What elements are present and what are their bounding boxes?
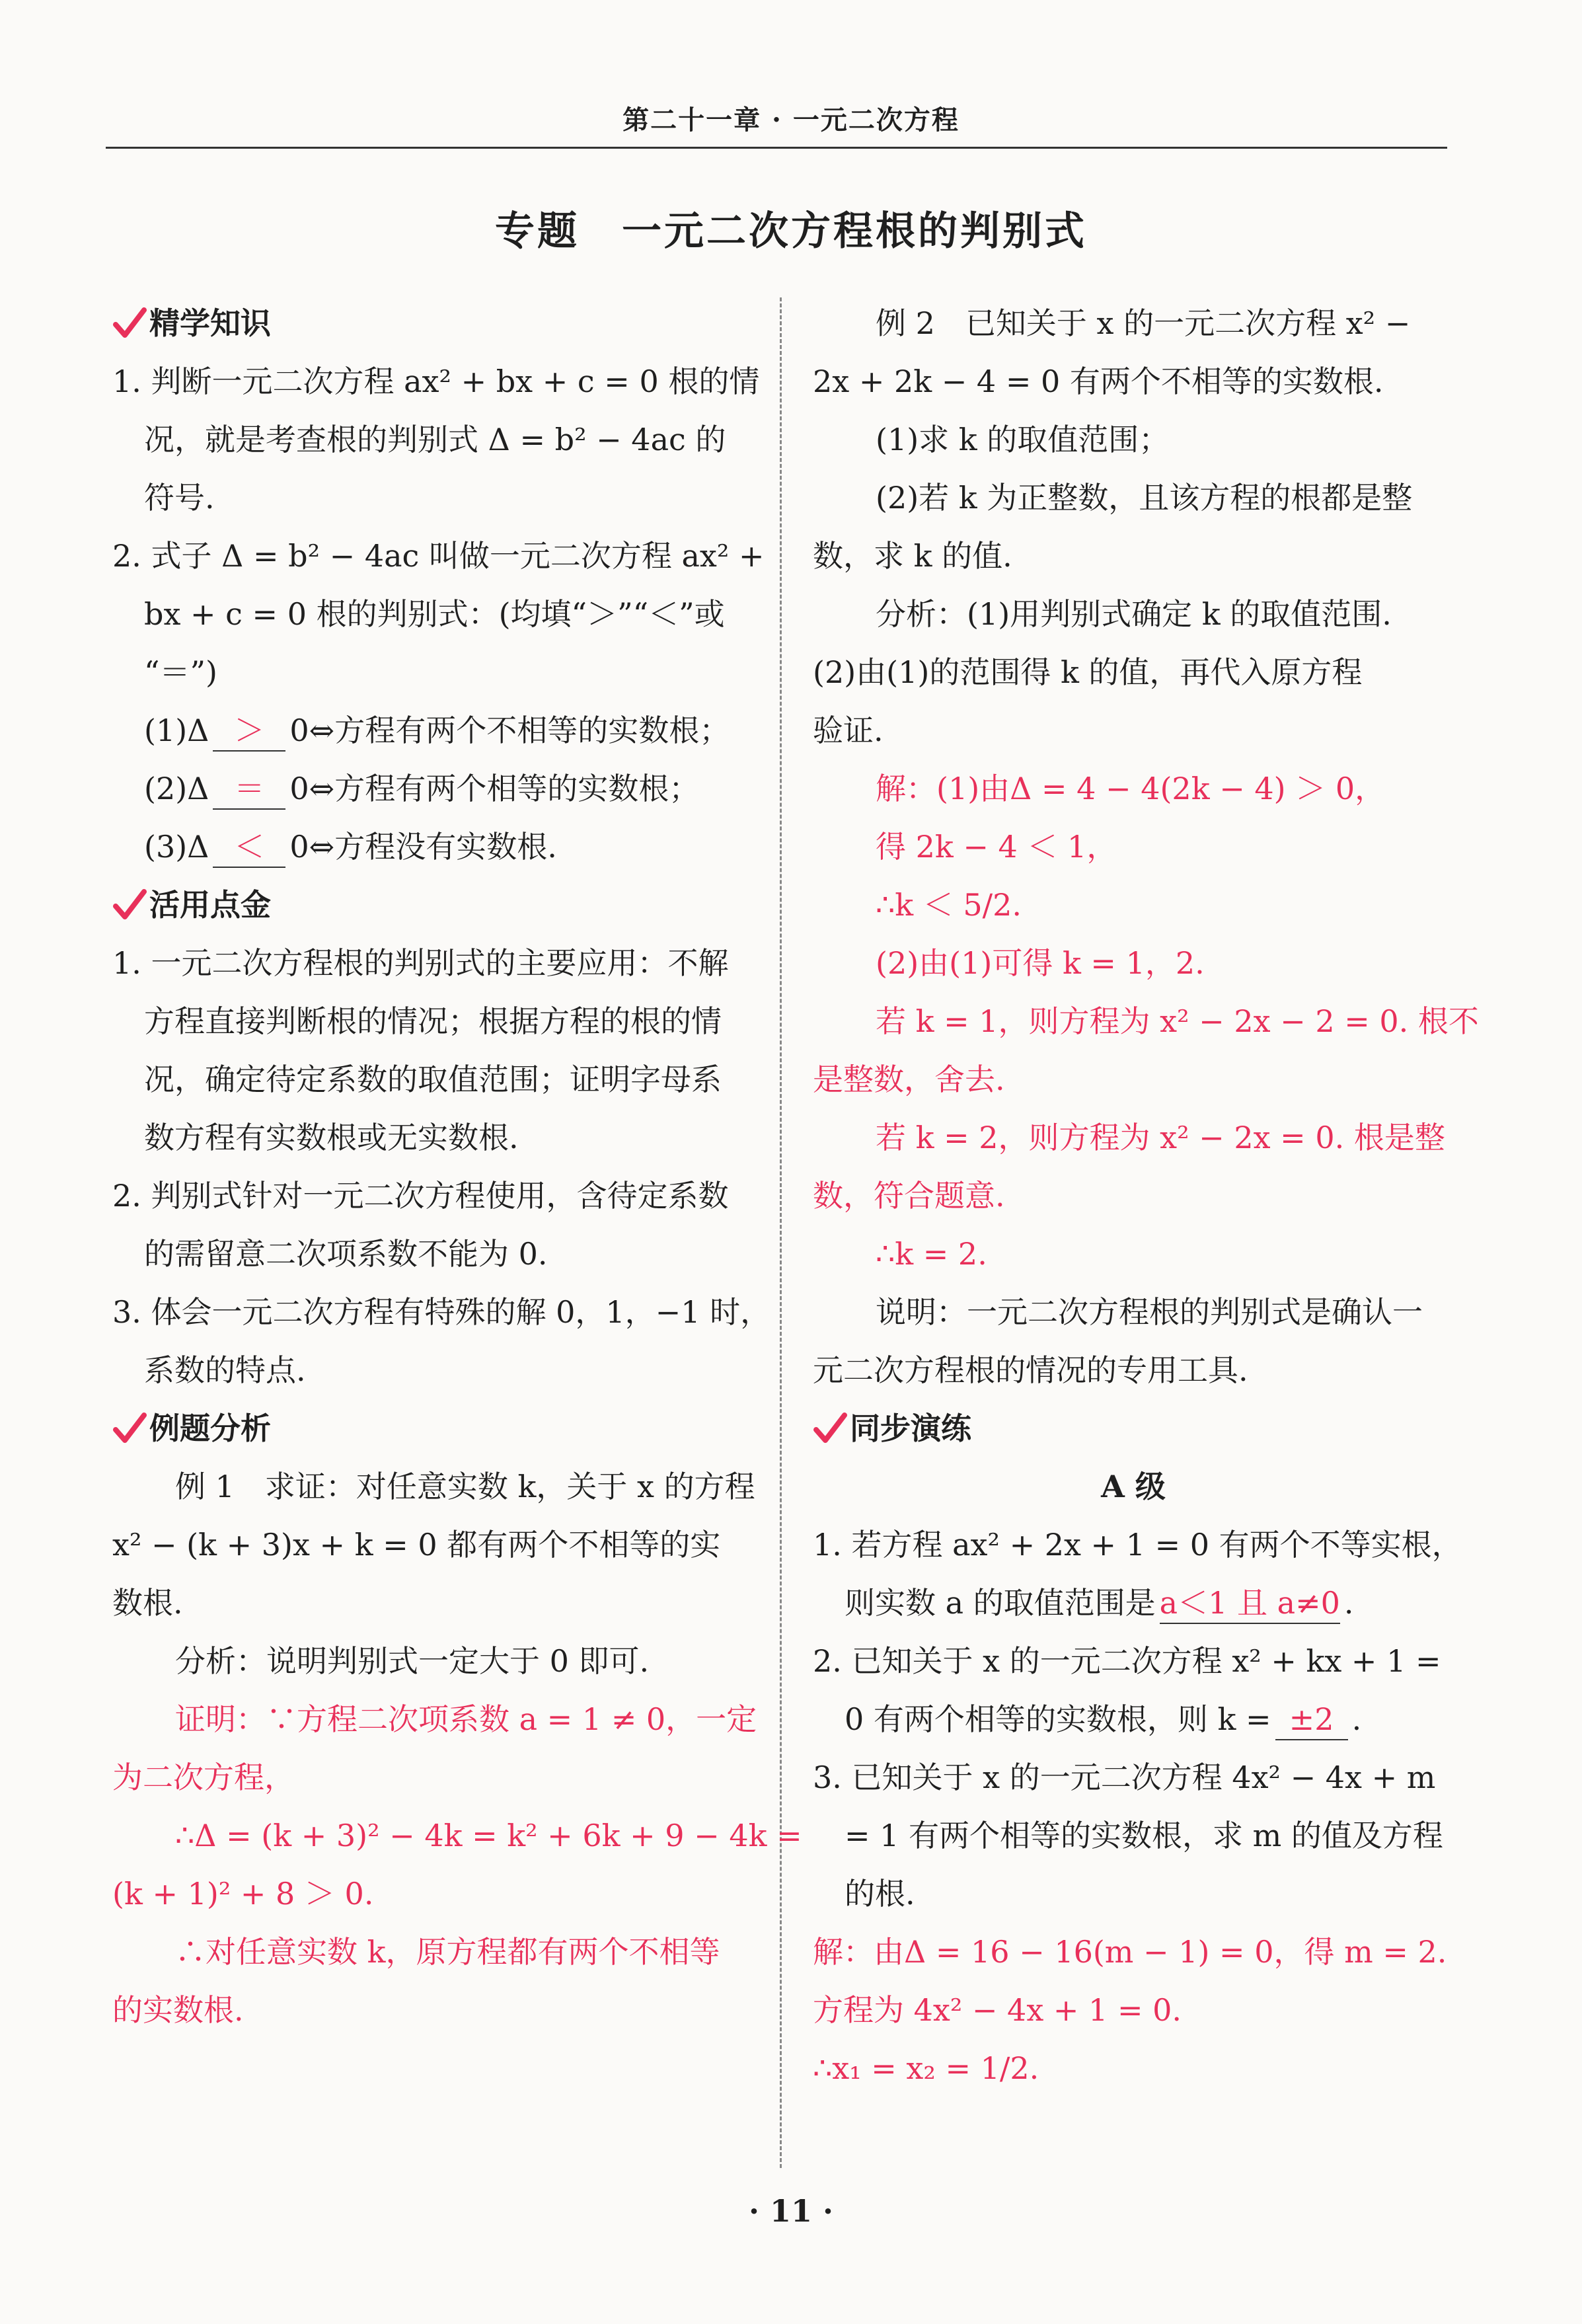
text-line: 方程直接判断根的情况；根据方程的根的情 <box>144 1003 722 1039</box>
question-text: (2)Δ <box>144 771 209 806</box>
fill-in-line <box>112 759 753 818</box>
text-line: 符号. <box>144 480 215 516</box>
text-line: 说明：一元二次方程根的判别式是确认一 <box>876 1294 1423 1330</box>
checkmark-icon <box>813 1411 847 1446</box>
text-line: 2x + 2k − 4 = 0 有两个不相等的实数根. <box>813 364 1384 399</box>
answer-blank: a＜1 且 a≠0 <box>1160 1583 1340 1624</box>
text-line: 2. 已知关于 x 的一元二次方程 x² + kx + 1 = <box>813 1643 1441 1679</box>
answer-blank: ＝ <box>213 769 285 810</box>
text-line: A 级 <box>1101 1469 1166 1504</box>
page-title: 专题 一元二次方程根的判别式 <box>495 208 1087 254</box>
answer-line: 方程为 4x² − 4x + 1 = 0. <box>813 1992 1182 2028</box>
answer-line: 得 2k − 4 ＜ 1， <box>876 829 1117 865</box>
answer-line: 为二次方程， <box>112 1760 295 1795</box>
question-text: 0⇔方程有两个相等的实数根； <box>289 771 700 806</box>
question-text: 0 有两个相等的实数根，则 k = <box>845 1701 1271 1737</box>
answer-line: 的实数根. <box>112 1992 244 2028</box>
answer-line: (k + 1)² + 8 ＞ 0. <box>112 1876 374 1912</box>
answer-blank: ＞ <box>213 711 285 752</box>
text-line: 数方程有实数根或无实数根. <box>144 1120 519 1155</box>
text-line: 元二次方程根的情况的专用工具. <box>813 1352 1248 1388</box>
section-heading-text: 活用点金 <box>149 887 271 923</box>
text-line: 分析：(1)用判别式确定 k 的取值范围. <box>876 596 1392 632</box>
fill-in-line <box>112 701 753 759</box>
text-line: x² − (k + 3)x + k = 0 都有两个不相等的实 <box>112 1527 721 1563</box>
fill-in-line <box>112 818 753 876</box>
text-line: 的需留意二次项系数不能为 0. <box>144 1236 548 1272</box>
section-heading-text: 例题分析 <box>149 1411 271 1446</box>
checkmark-icon <box>112 306 147 340</box>
text-line: (2)由(1)的范围得 k 的值，再代入原方程 <box>813 654 1363 690</box>
text-line: 况，确定待定系数的取值范围；证明字母系 <box>144 1062 722 1097</box>
text-line: 分析：说明判别式一定大于 0 即可. <box>175 1643 650 1679</box>
text-line: 2. 式子 Δ = b² − 4ac 叫做一元二次方程 ax² + <box>112 538 765 574</box>
section-heading <box>813 1399 1454 1457</box>
question-text: . <box>1343 1585 1354 1621</box>
text-line: 1. 一元二次方程根的判别式的主要应用：不解 <box>112 945 729 981</box>
fill-in-line <box>813 1574 1454 1632</box>
answer-line: ∴对任意实数 k，原方程都有两个不相等 <box>175 1934 720 1970</box>
checkmark-icon <box>112 888 147 922</box>
answer-line: 若 k = 2，则方程为 x² − 2x = 0. 根是整 <box>876 1120 1445 1155</box>
page-number: · 11 · <box>748 2193 834 2229</box>
text-line: 1. 判断一元二次方程 ax² + bx + c = 0 根的情 <box>112 364 760 399</box>
text-line: 况，就是考查根的判别式 Δ = b² − 4ac 的 <box>144 422 726 457</box>
question-text: (1)Δ <box>144 713 209 748</box>
answer-blank: ＜ <box>213 827 285 868</box>
text-line: bx + c = 0 根的判别式：(均填“＞”“＜”或 <box>144 596 725 632</box>
text-line: 数根. <box>112 1585 183 1621</box>
answer-line: 若 k = 1，则方程为 x² − 2x − 2 = 0. 根不 <box>876 1003 1479 1039</box>
answer-line: 解：(1)由Δ = 4 − 4(2k − 4) ＞ 0， <box>876 771 1386 806</box>
text-line: “＝”) <box>144 654 217 690</box>
text-line: 3. 已知关于 x 的一元二次方程 4x² − 4x + m <box>813 1760 1436 1795</box>
fill-in-line <box>813 1690 1454 1748</box>
section-heading <box>112 1399 753 1457</box>
answer-line: ∴x₁ = x₂ = 1/2. <box>813 2050 1039 2086</box>
section-heading <box>112 876 753 934</box>
text-line: 3. 体会一元二次方程有特殊的解 0，1，−1 时， <box>112 1294 771 1330</box>
question-text: . <box>1351 1701 1362 1737</box>
right-column <box>813 294 1479 2097</box>
answer-line: ∴k = 2. <box>876 1236 987 1272</box>
section-heading-text: 精学知识 <box>149 305 271 341</box>
answer-line: 解：由Δ = 16 − 16(m − 1) = 0，得 m = 2. <box>813 1934 1447 1970</box>
chapter-header: 第二十一章 · 一元二次方程 <box>622 104 960 136</box>
question-text: 则实数 a 的取值范围是 <box>845 1585 1156 1621</box>
text-line: = 1 有两个相等的实数根，求 m 的值及方程 <box>845 1818 1443 1853</box>
left-column <box>112 294 802 2039</box>
answer-line: (2)由(1)可得 k = 1，2. <box>876 945 1205 981</box>
text-line: 的根. <box>845 1876 915 1912</box>
section-heading-text: 同步演练 <box>850 1411 971 1446</box>
answer-line: 是整数，舍去. <box>813 1062 1005 1097</box>
text-line: 1. 若方程 ax² + 2x + 1 = 0 有两个不等实根， <box>813 1527 1462 1563</box>
column-divider <box>780 297 782 2168</box>
question-text: (3)Δ <box>144 829 209 865</box>
checkmark-icon <box>112 1411 147 1446</box>
section-heading <box>112 294 753 352</box>
question-text: 0⇔方程有两个不相等的实数根； <box>289 713 730 748</box>
text-line: 2. 判别式针对一元二次方程使用，含待定系数 <box>112 1178 729 1214</box>
header-rule <box>106 147 1447 149</box>
text-line: 例 2 已知关于 x 的一元二次方程 x² − <box>876 305 1411 341</box>
question-text: 0⇔方程没有实数根. <box>289 829 557 865</box>
answer-line: ∴k ＜ 5/2. <box>876 887 1022 923</box>
text-line: 例 1 求证：对任意实数 k，关于 x 的方程 <box>175 1469 755 1504</box>
text-line: 系数的特点. <box>144 1352 306 1388</box>
answer-line: ∴Δ = (k + 3)² − 4k = k² + 6k + 9 − 4k = <box>175 1818 802 1853</box>
answer-line: 数，符合题意. <box>813 1178 1005 1214</box>
answer-line: 证明：∵方程二次项系数 a = 1 ≠ 0，一定 <box>175 1701 757 1737</box>
text-line: 验证. <box>813 713 884 748</box>
text-line: (2)若 k 为正整数，且该方程的根都是整 <box>876 480 1413 516</box>
text-line: (1)求 k 的取值范围； <box>876 422 1170 457</box>
answer-blank: ±2 <box>1275 1699 1348 1740</box>
text-line: 数，求 k 的值. <box>813 538 1012 574</box>
